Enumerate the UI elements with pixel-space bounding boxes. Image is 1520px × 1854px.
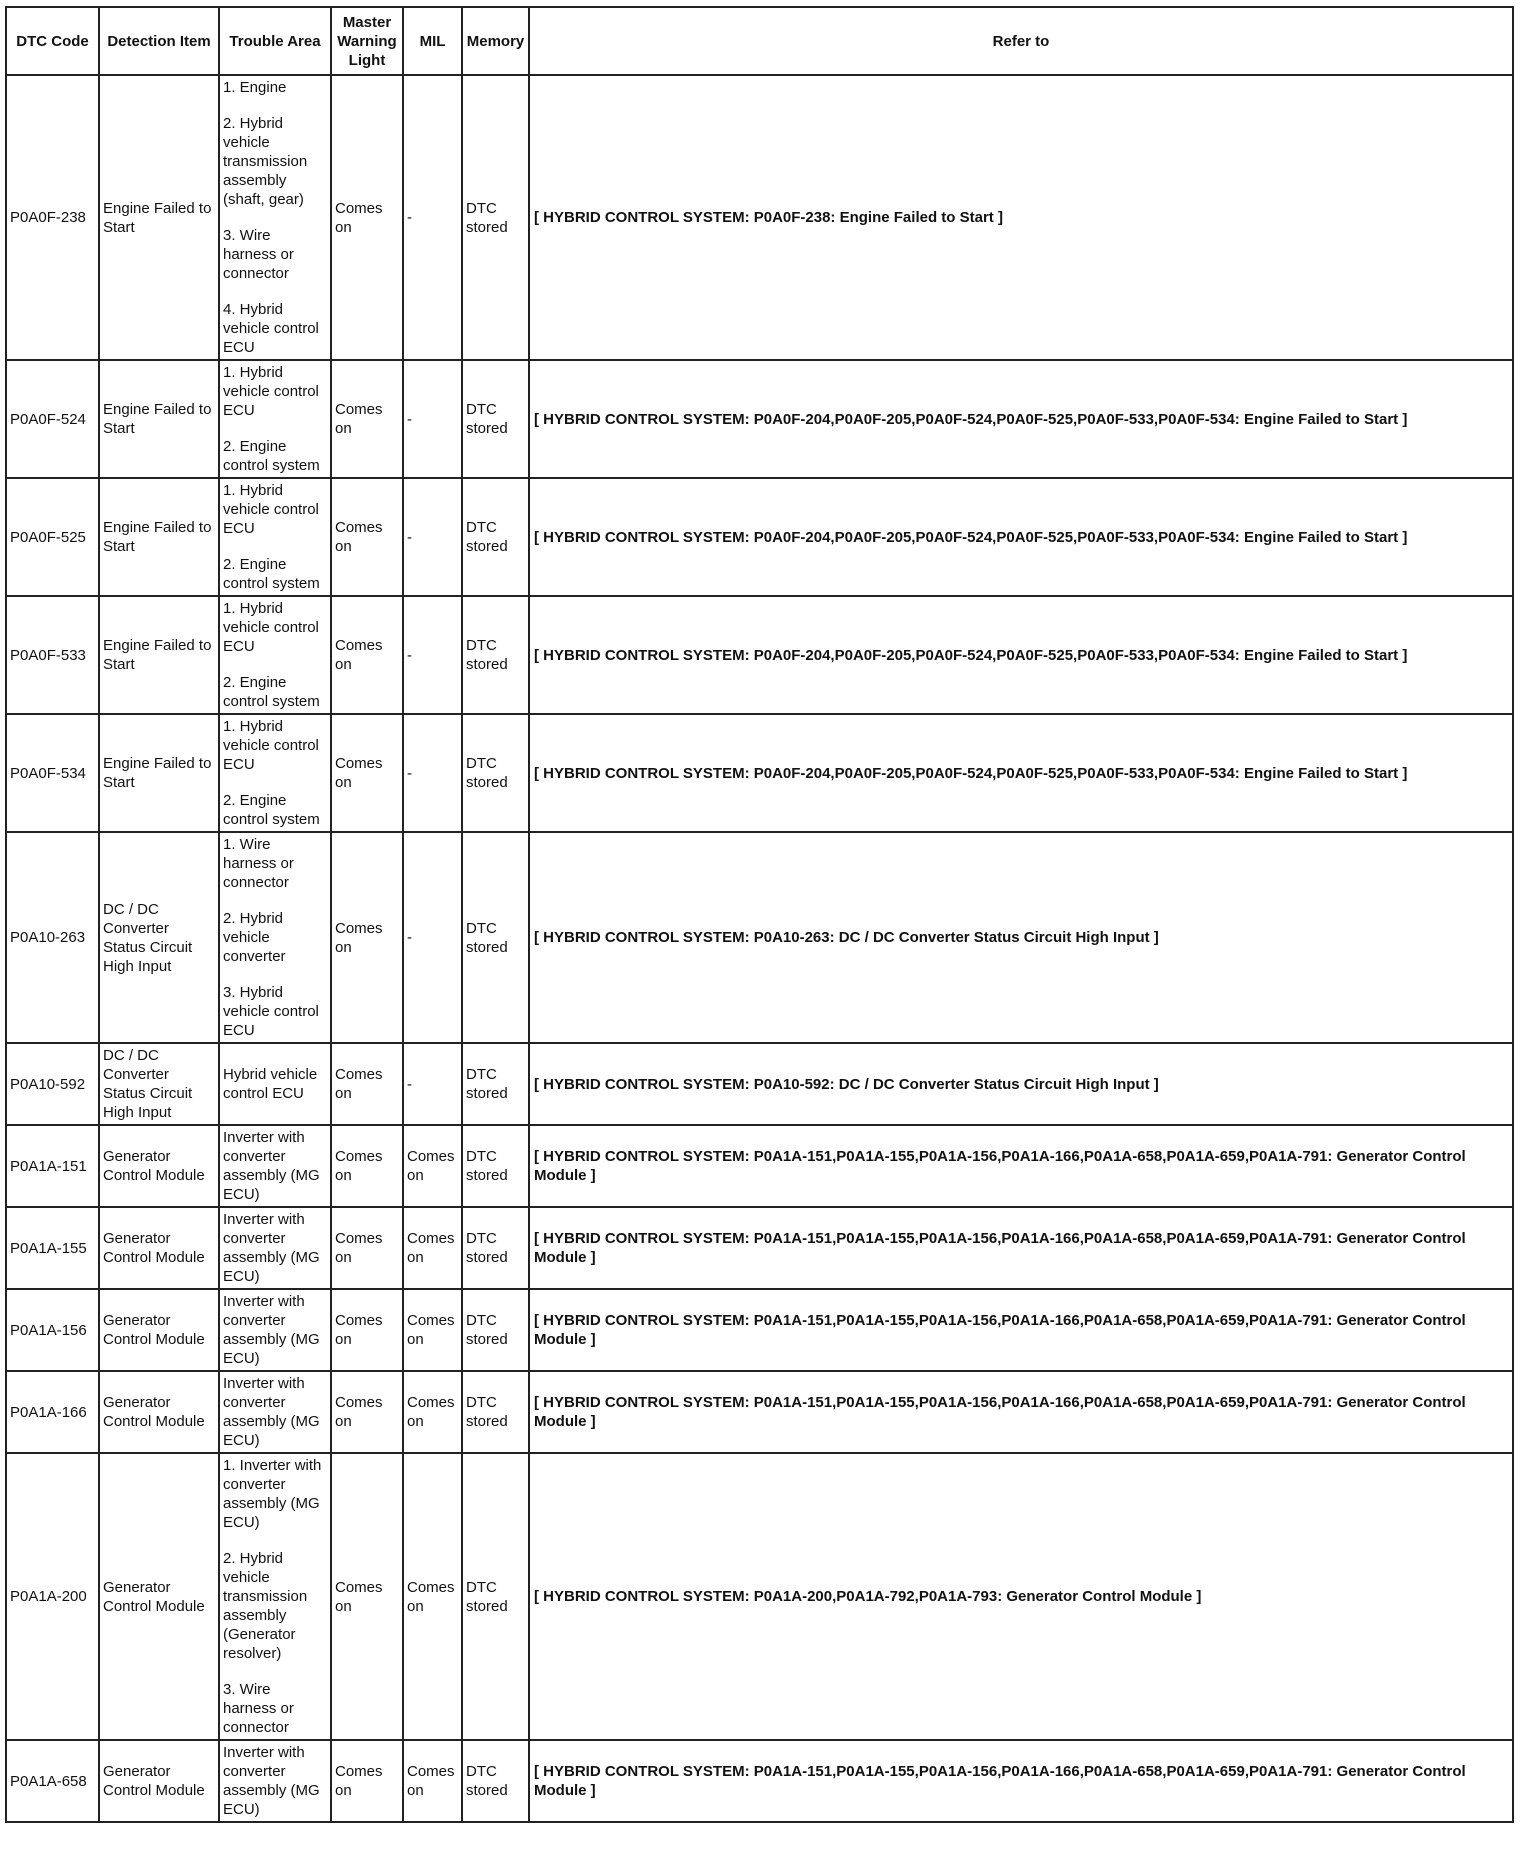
mil-cell [403,75,462,360]
trouble-area-item: 2. Engine control system [223,792,320,828]
table-row [6,1453,1513,1740]
refer-to-cell-text: [ HYBRID CONTROL SYSTEM: P0A1A-151,P0A1A-155,P0A1A-156,P0A1A-166,P0A1A-658,P0A1A-659,P0A1A-791: Generator Control Module ] [534,1312,1466,1348]
table-row [6,1043,1513,1125]
memory-cell-text: DTC stored [466,1066,508,1102]
master-warning-light-cell-text: Comes on [335,1763,383,1799]
memory-cell-text: DTC stored [466,519,508,555]
trouble-area-item: 3. Wire harness or connector [223,227,294,282]
detection-item-cell-text: Engine Failed to Start [103,401,212,437]
trouble-area-item: Hybrid vehicle control ECU [223,1066,318,1102]
dtc-code-cell-text: P0A10-592 [10,1075,86,1093]
mil-cell [403,832,462,1043]
dtc-code-cell-text: P0A1A-200 [10,1588,87,1605]
refer-to-cell [529,1371,1513,1453]
dtc-code-cell-text: P0A1A-658 [10,1772,87,1790]
mil-cell [403,360,462,478]
mil-cell [403,478,462,596]
refer-to-cell [529,1740,1513,1822]
trouble-area-item: Inverter with converter assembly (MG ECU) [223,1129,320,1203]
memory-cell-text: DTC stored [466,1578,508,1615]
mil-cell-text: Comes on [407,1230,455,1266]
dtc-code-cell [6,1207,99,1289]
memory-cell-text: DTC stored [466,1394,508,1430]
refer-to-cell-text: [ HYBRID CONTROL SYSTEM: P0A1A-200,P0A1A-792,P0A1A-793: Generator Control Module ] [534,1588,1202,1605]
memory-cell [462,1453,529,1740]
detection-item-cell-text: Engine Failed to Start [103,519,212,555]
detection-item-cell [99,360,219,478]
memory-cell-text: DTC stored [466,1763,508,1799]
trouble-area-item: 2. Hybrid vehicle converter [223,910,286,965]
dtc-code-cell [6,1371,99,1453]
trouble-area-item: 3. Hybrid vehicle control ECU [223,984,319,1039]
memory-cell-text: DTC stored [466,919,508,956]
detection-item-cell-text: Generator Control Module [103,1312,205,1348]
trouble-area-item: Inverter with converter assembly (MG ECU) [223,1211,320,1285]
trouble-area-cell [219,478,331,596]
refer-to-cell [529,1289,1513,1371]
master-warning-light-cell [331,832,403,1043]
mil-cell-text: - [407,929,412,946]
detection-item-cell-text: DC / DC Converter Status Circuit High Input [103,1047,193,1121]
dtc-code-cell-text: P0A1A-166 [10,1403,87,1421]
refer-to-cell-text: [ HYBRID CONTROL SYSTEM: P0A1A-151,P0A1A-155,P0A1A-156,P0A1A-166,P0A1A-658,P0A1A-659,P0A1A-791: Generator Control Module ] [534,1394,1466,1430]
refer-to-cell-text: [ HYBRID CONTROL SYSTEM: P0A0F-204,P0A0F-205,P0A0F-524,P0A0F-525,P0A0F-533,P0A0F-534: Engine Failed to Start ] [534,528,1408,546]
trouble-area-cell [219,832,331,1043]
mil-cell-text: - [407,764,412,782]
trouble-area-item: 1. Engine [223,79,287,96]
dtc-code-cell [6,596,99,714]
header-refer-to: Refer to [529,7,1513,75]
memory-cell [462,1043,529,1125]
mil-cell-text: - [407,209,412,226]
master-warning-light-cell [331,478,403,596]
mil-cell [403,1207,462,1289]
dtc-code-cell [6,832,99,1043]
header-row [6,7,1513,75]
dtc-table-container [5,6,1512,1823]
dtc-code-cell [6,1043,99,1125]
memory-cell-text: DTC stored [466,1230,508,1266]
master-warning-light-cell-text: Comes on [335,1578,383,1615]
memory-cell [462,1740,529,1822]
detection-item-cell [99,75,219,360]
trouble-area-item: 2. Engine control system [223,438,320,474]
memory-cell-text: DTC stored [466,199,508,236]
detection-item-cell-text: Generator Control Module [103,1148,205,1184]
dtc-code-cell [6,1289,99,1371]
mil-cell [403,1125,462,1207]
dtc-code-cell-text: P0A0F-525 [10,528,86,546]
trouble-area-item: Inverter with converter assembly (MG ECU) [223,1744,320,1818]
refer-to-cell-text: [ HYBRID CONTROL SYSTEM: P0A10-592: DC / DC Converter Status Circuit High Input ] [534,1075,1159,1093]
detection-item-cell [99,478,219,596]
mil-cell [403,1043,462,1125]
mil-cell [403,714,462,832]
table-row [6,1740,1513,1822]
refer-to-cell [529,1043,1513,1125]
trouble-area-cell [219,714,331,832]
table-row [6,596,1513,714]
dtc-code-cell-text: P0A1A-151 [10,1157,87,1175]
memory-cell [462,478,529,596]
master-warning-light-cell [331,360,403,478]
memory-cell-text: DTC stored [466,637,508,673]
detection-item-cell [99,1289,219,1371]
trouble-area-cell [219,596,331,714]
memory-cell [462,1125,529,1207]
memory-cell [462,1289,529,1371]
trouble-area-item: 4. Hybrid vehicle control ECU [223,301,319,356]
mil-cell [403,1453,462,1740]
memory-cell [462,714,529,832]
trouble-area-item: 1. Hybrid vehicle control ECU [223,482,319,537]
dtc-code-cell-text: P0A10-263 [10,929,86,946]
mil-cell-text: - [407,1075,412,1093]
memory-cell [462,832,529,1043]
memory-cell [462,360,529,478]
mil-cell-text: Comes on [407,1394,455,1430]
table-row [6,714,1513,832]
mil-cell-text: Comes on [407,1312,455,1348]
refer-to-cell-text: [ HYBRID CONTROL SYSTEM: P0A0F-204,P0A0F-205,P0A0F-524,P0A0F-525,P0A0F-533,P0A0F-534: Engine Failed to Start ] [534,646,1408,664]
master-warning-light-cell-text: Comes on [335,1312,383,1348]
refer-to-cell [529,596,1513,714]
master-warning-light-cell [331,596,403,714]
trouble-area-item: 1. Hybrid vehicle control ECU [223,600,319,655]
mil-cell-text: Comes on [407,1763,455,1799]
header-memory: Memory [462,7,529,75]
trouble-area-cell [219,360,331,478]
dtc-code-cell [6,75,99,360]
trouble-area-item: 2. Hybrid vehicle transmission assembly (shaft, gear) [223,115,308,208]
detection-item-cell [99,832,219,1043]
refer-to-cell [529,1207,1513,1289]
master-warning-light-cell [331,1289,403,1371]
memory-cell-text: DTC stored [466,1148,508,1184]
header-mil: MIL [403,7,462,75]
table-row [6,478,1513,596]
trouble-area-item: 2. Engine control system [223,556,320,592]
refer-to-cell [529,478,1513,596]
trouble-area-item: 2. Hybrid vehicle transmission assembly (Generator resolver) [223,1550,308,1662]
detection-item-cell [99,1740,219,1822]
mil-cell [403,1371,462,1453]
master-warning-light-cell-text: Comes on [335,1394,383,1430]
refer-to-cell-text: [ HYBRID CONTROL SYSTEM: P0A1A-151,P0A1A-155,P0A1A-156,P0A1A-166,P0A1A-658,P0A1A-659,P0A1A-791: Generator Control Module ] [534,1763,1466,1799]
refer-to-cell [529,1453,1513,1740]
master-warning-light-cell-text: Comes on [335,755,383,791]
header-master-warning-light: Master Warning Light [331,7,403,75]
master-warning-light-cell-text: Comes on [335,1230,383,1266]
memory-cell [462,596,529,714]
master-warning-light-cell [331,1043,403,1125]
header-detection-item: Detection Item [99,7,219,75]
refer-to-cell-text: [ HYBRID CONTROL SYSTEM: P0A0F-238: Engine Failed to Start ] [534,209,1003,226]
table-row [6,360,1513,478]
detection-item-cell-text: Generator Control Module [103,1230,205,1266]
trouble-area-cell [219,1043,331,1125]
detection-item-cell [99,714,219,832]
refer-to-cell-text: [ HYBRID CONTROL SYSTEM: P0A10-263: DC / DC Converter Status Circuit High Input ] [534,929,1159,946]
detection-item-cell-text: Engine Failed to Start [103,755,212,791]
master-warning-light-cell [331,714,403,832]
trouble-area-cell [219,1289,331,1371]
dtc-code-cell [6,478,99,596]
refer-to-cell-text: [ HYBRID CONTROL SYSTEM: P0A0F-204,P0A0F-205,P0A0F-524,P0A0F-525,P0A0F-533,P0A0F-534: Engine Failed to Start ] [534,410,1408,428]
master-warning-light-cell [331,1125,403,1207]
dtc-code-cell-text: P0A0F-534 [10,764,86,782]
master-warning-light-cell-text: Comes on [335,1148,383,1184]
trouble-area-cell [219,1125,331,1207]
master-warning-light-cell-text: Comes on [335,199,383,236]
master-warning-light-cell-text: Comes on [335,1066,383,1102]
memory-cell-text: DTC stored [466,755,508,791]
trouble-area-item: 1. Inverter with converter assembly (MG ECU) [223,1457,322,1531]
detection-item-cell-text: Engine Failed to Start [103,637,212,673]
dtc-code-cell-text: P0A0F-238 [10,209,86,226]
trouble-area-item: 1. Wire harness or connector [223,836,294,891]
memory-cell [462,1371,529,1453]
detection-item-cell [99,1043,219,1125]
detection-item-cell [99,1125,219,1207]
mil-cell [403,596,462,714]
trouble-area-item: 1. Hybrid vehicle control ECU [223,364,319,419]
mil-cell-text: - [407,646,412,664]
master-warning-light-cell-text: Comes on [335,919,383,956]
mil-cell-text: - [407,528,412,546]
trouble-area-cell [219,1740,331,1822]
master-warning-light-cell [331,1453,403,1740]
dtc-code-cell [6,1453,99,1740]
dtc-code-cell-text: P0A0F-533 [10,646,86,664]
refer-to-cell-text: [ HYBRID CONTROL SYSTEM: P0A0F-204,P0A0F-205,P0A0F-524,P0A0F-525,P0A0F-533,P0A0F-534: Engine Failed to Start ] [534,764,1408,782]
mil-cell [403,1289,462,1371]
detection-item-cell-text: Generator Control Module [103,1394,205,1430]
mil-cell-text: Comes on [407,1578,455,1615]
detection-item-cell [99,1207,219,1289]
detection-item-cell [99,1371,219,1453]
memory-cell [462,75,529,360]
dtc-code-cell [6,1740,99,1822]
dtc-code-cell [6,360,99,478]
dtc-code-cell [6,1125,99,1207]
dtc-code-cell-text: P0A1A-155 [10,1239,87,1257]
refer-to-cell [529,1125,1513,1207]
master-warning-light-cell [331,1740,403,1822]
memory-cell-text: DTC stored [466,1312,508,1348]
detection-item-cell-text: DC / DC Converter Status Circuit High Input [103,900,193,975]
refer-to-cell-text: [ HYBRID CONTROL SYSTEM: P0A1A-151,P0A1A-155,P0A1A-156,P0A1A-166,P0A1A-658,P0A1A-659,P0A1A-791: Generator Control Module ] [534,1230,1466,1266]
dtc-code-cell-text: P0A1A-156 [10,1321,87,1339]
trouble-area-cell [219,1207,331,1289]
table-row [6,1125,1513,1207]
detection-item-cell [99,596,219,714]
mil-cell [403,1740,462,1822]
detection-item-cell-text: Generator Control Module [103,1763,205,1799]
refer-to-cell [529,75,1513,360]
table-row [6,832,1513,1043]
detection-item-cell-text: Generator Control Module [103,1578,205,1615]
header-dtc-code: DTC Code [6,7,99,75]
table-body [6,75,1513,1822]
trouble-area-cell [219,1453,331,1740]
master-warning-light-cell [331,75,403,360]
dtc-code-cell [6,714,99,832]
mil-cell-text: - [407,410,412,428]
memory-cell [462,1207,529,1289]
table-row [6,1207,1513,1289]
trouble-area-cell [219,75,331,360]
memory-cell-text: DTC stored [466,401,508,437]
trouble-area-item: 3. Wire harness or connector [223,1681,294,1736]
refer-to-cell [529,832,1513,1043]
detection-item-cell [99,1453,219,1740]
trouble-area-item: 1. Hybrid vehicle control ECU [223,718,319,773]
master-warning-light-cell-text: Comes on [335,637,383,673]
table-row [6,75,1513,360]
trouble-area-item: 2. Engine control system [223,674,320,710]
dtc-code-cell-text: P0A0F-524 [10,410,86,428]
detection-item-cell-text: Engine Failed to Start [103,199,212,236]
table-row [6,1371,1513,1453]
master-warning-light-cell-text: Comes on [335,519,383,555]
trouble-area-item: Inverter with converter assembly (MG ECU) [223,1293,320,1367]
trouble-area-cell [219,1371,331,1453]
refer-to-cell [529,714,1513,832]
header-trouble-area: Trouble Area [219,7,331,75]
trouble-area-item: Inverter with converter assembly (MG ECU) [223,1375,320,1449]
dtc-table [5,6,1514,1823]
mil-cell-text: Comes on [407,1148,455,1184]
refer-to-cell-text: [ HYBRID CONTROL SYSTEM: P0A1A-151,P0A1A-155,P0A1A-156,P0A1A-166,P0A1A-658,P0A1A-659,P0A1A-791: Generator Control Module ] [534,1148,1466,1184]
master-warning-light-cell-text: Comes on [335,401,383,437]
refer-to-cell [529,360,1513,478]
table-row [6,1289,1513,1371]
master-warning-light-cell [331,1371,403,1453]
master-warning-light-cell [331,1207,403,1289]
